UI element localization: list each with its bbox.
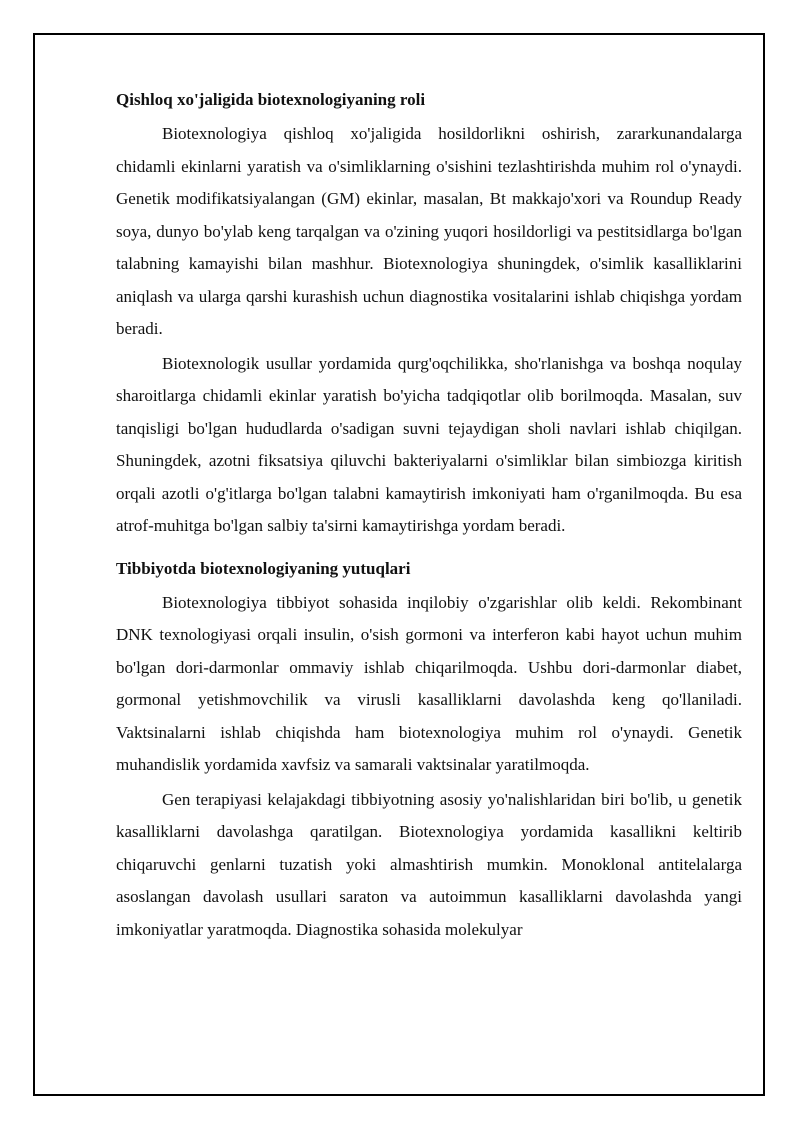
section-heading-agriculture: Qishloq xo'jaligida biotexnologiyaning roli xyxy=(116,90,426,109)
paragraph-agriculture-1: Biotexnologiya qishloq xo'jaligida hosildorlikni oshirish, zararkunandalarga chidamli ekinlarni yaratish va o'simliklarning o'sishini tezlashtirishda muhim rol o'ynaydi. Genetik modifikatsiyalangan (GM) ekinlar, masalan, Bt makkajo'xori va Roundup Ready soya, dunyo bo'ylab keng tarqalgan va o'zining yuqori hosildorligi va pestitsidlarga bo'lgan talabning kamayishi bilan mashhur. Biotexnologiya shuningdek, o'simlik kasalliklarini aniqlash va ularga qarshi kurashish uchun diagnostika vositalarini ishlab chiqishga yordam beradi. xyxy=(116,124,742,338)
paragraph-medicine-2: Gen terapiyasi kelajakdagi tibbiyotning asosiy yo'nalishlaridan biri bo'lib, u genetik kasalliklarni davolashga qaratilgan. Biotexnologiya yordamida kasallikni keltirib chiqaruvchi genlarni tuzatish yoki almashtirish mumkin. Monoklonal antitelalarga asoslangan davolash usullari saraton va autoimmun kasalliklarni davolashda yangi imkoniyatlar yaratmoqda. Diagnostika sohasida molekulyar xyxy=(116,789,742,939)
document-body xyxy=(116,84,742,948)
paragraph-medicine-1: Biotexnologiya tibbiyot sohasida inqilobiy o'zgarishlar olib keldi. Rekombinant DNK texnologiyasi orqali insulin, o'sish gormoni va interferon kabi hayot uchun muhim bo'lgan dori-darmonlar ommaviy ishlab chiqarilmoqda. Ushbu dori-darmonlar diabet, gormonal yetishmovchilik va virusli kasalliklarni davolashda keng qo'llaniladi. Vaktsinalarni ishlab chiqishda ham biotexnologiya muhim rol o'ynaydi. Genetik muhandislik yordamida xavfsiz va samarali vaktsinalar yaratilmoqda. xyxy=(116,592,742,774)
paragraph-agriculture-2: Biotexnologik usullar yordamida qurg'oqchilikka, sho'rlanishga va boshqa noqulay sharoitlarga chidamli ekinlar yaratish bo'yicha tadqiqotlar olib borilmoqda. Masalan, suv tanqisligi bo'lgan hududlarda o'sadigan suvni tejaydigan sholi navlari ishlab chiqilgan. Shuningdek, azotni fiksatsiya qiluvchi bakteriyalarni o'simliklar bilan simbiozga kiritish orqali azotli o'g'itlarga bo'lgan talabni kamaytirish imkoniyati ham o'rganilmoqda. Bu esa atrof-muhitga bo'lgan salbiy ta'sirni kamaytirishga yordam beradi. xyxy=(116,353,742,535)
section-heading-medicine: Tibbiyotda biotexnologiyaning yutuqlari xyxy=(116,558,411,578)
